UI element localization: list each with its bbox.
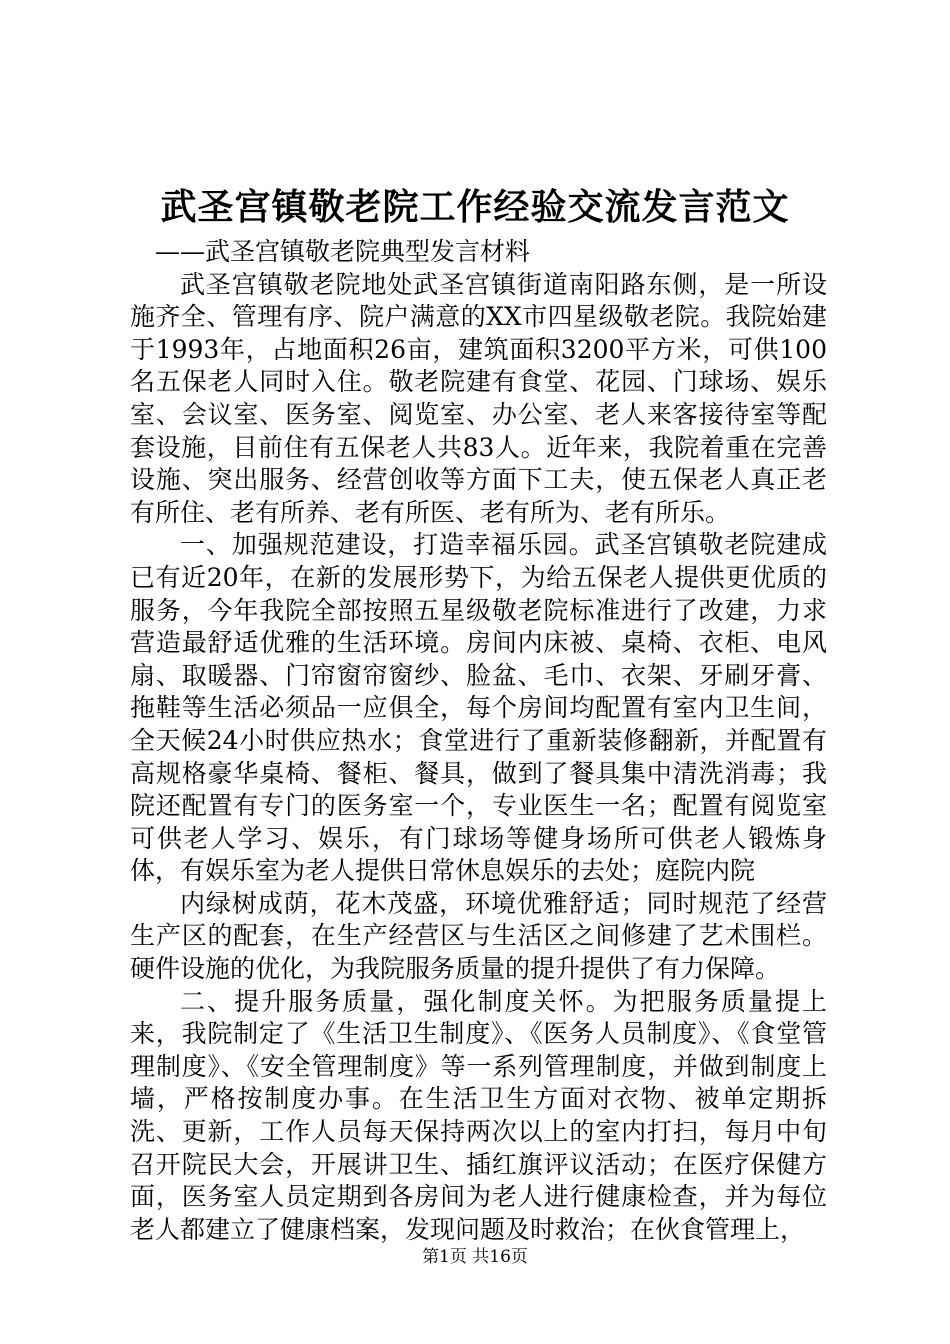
document-title: 武圣宫镇敬老院工作经验交流发言范文 — [160, 186, 790, 228]
paragraph-section-one-continued: 内绿树成荫，花木茂盛，环境优雅舒适；同时规范了经营生产区的配套，在生产经营区与生活区之间修建了艺术围栏。硬件设施的优化，为我院服务质量的提升提供了有力保障。 — [130, 888, 827, 984]
paragraph-section-two: 二、提升服务质量，强化制度关怀。为把服务质量提上来，我院制定了《生活卫生制度》、《医务人员制度》、《食堂管理制度》、《安全管理制度》等一系列管理制度，并做到制度上墙，严格按制度办事。在生活卫生方面对衣物、被单定期拆洗、更新，工作人员每天保持两次以上的室内打扫，每月中旬召开院民大会，开展讲卫生、插红旗评议活动；在医疗保健方面，医务室人员定期到各房间为老人进行健康检查，并为每位老人都建立了健康档案，发现问题及时救治；在伙食管理上， — [130, 986, 827, 1244]
paragraph-section-one: 一、加强规范建设，打造幸福乐园。武圣宫镇敬老院建成已有近20年，在新的发展形势下，为给五保老人提供更优质的服务，今年我院全部按照五星级敬老院标准进行了改建，力求营造最舒适优雅的生活环境。房间内床被、桌椅、衣柜、电风扇、取暖器、门帘窗帘窗纱、脸盆、毛巾、衣架、牙刷牙膏、拖鞋等生活必须品一应俱全，每个房间均配置有室内卫生间，全天候24小时供应热水；食堂进行了重新装修翻新，并配置有高规格豪华桌椅、餐柜、餐具，做到了餐具集中清洗消毒；我院还配置有专门的医务室一个，专业医生一名；配置有阅览室可供老人学习、娱乐，有门球场等健身场所可供老人锻炼身体，有娱乐室为老人提供日常休息娱乐的去处；庭院内院 — [130, 530, 827, 886]
document-subtitle: ——武圣宫镇敬老院典型发言材料 — [155, 237, 531, 266]
page-number-footer: 第1页 共16页 — [422, 1247, 528, 1267]
document-body — [130, 236, 827, 1246]
paragraph-intro: 武圣宫镇敬老院地处武圣宫镇街道南阳路东侧，是一所设施齐全、管理有序、院户满意的XX市四星级敬老院。我院始建于1993年，占地面积26亩，建筑面积3200平方米，可供100名五保老人同时入住。敬老院建有食堂、花园、门球场、娱乐室、会议室、医务室、阅览室、办公室、老人来客接待室等配套设施，目前住有五保老人共83人。近年来，我院着重在完善设施、突出服务、经营创收等方面下工夫，使五保老人真正老有所住、老有所养、老有所医、老有所为、老有所乐。 — [130, 269, 827, 527]
